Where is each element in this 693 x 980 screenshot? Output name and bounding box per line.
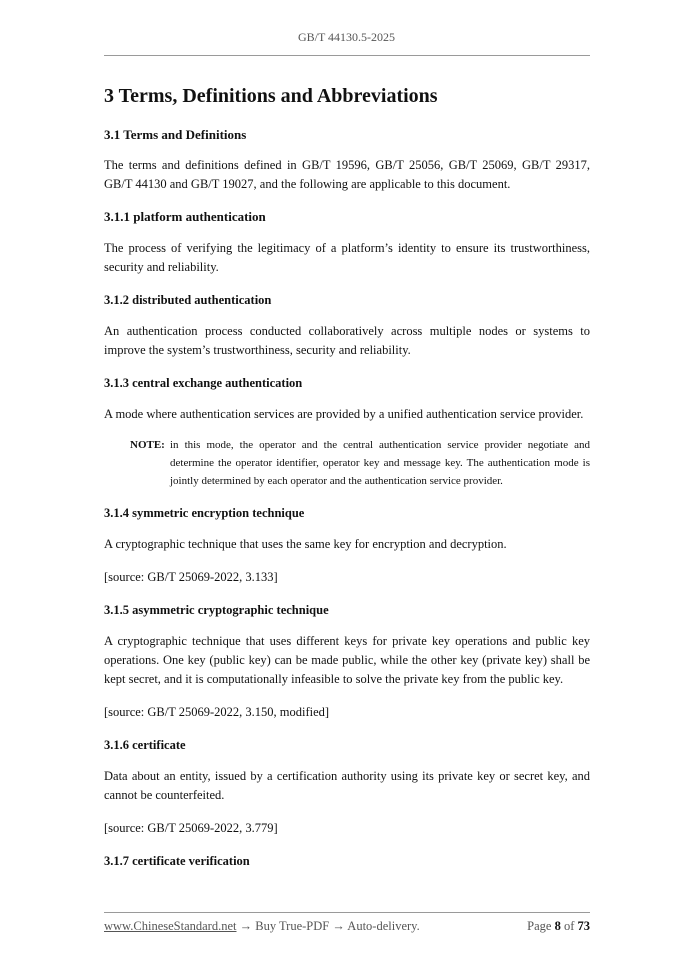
page-counter bbox=[527, 919, 590, 934]
section-intro: The terms and definitions defined in GB/T 19596, GB/T 25056, GB/T 25069, GB/T 29317, GB/T 44130 and GB/T 19027, and the following are applicable to this document. bbox=[104, 158, 590, 191]
term-definition: A cryptographic technique that uses the same key for encryption and decryption. bbox=[104, 537, 507, 551]
term-title: 3.1.5 asymmetric cryptographic technique bbox=[104, 603, 329, 617]
term-title: 3.1.4 symmetric encryption technique bbox=[104, 506, 305, 520]
header-divider bbox=[104, 55, 590, 56]
term-definition: The process of verifying the legitimacy of a platform’s identity to ensure its trustworthiness, security and reliability. bbox=[104, 241, 590, 274]
term-title: 3.1.6 certificate bbox=[104, 738, 186, 752]
term-title: 3.1.1 platform authentication bbox=[104, 209, 266, 224]
term-source: [source: GB/T 25069-2022, 3.779] bbox=[104, 821, 278, 835]
footer-promo-text: → Buy True-PDF → Auto-delivery. bbox=[236, 919, 420, 933]
term-definition: A cryptographic technique that uses different keys for private key operations and public key operations. One key (public key) can be made public, while the other key (private key) shall be kept secret, and it is computationally infeasible to solve the private key from the public key. bbox=[104, 634, 590, 686]
term-definition: A mode where authentication services are provided by a unified authentication service provider. bbox=[104, 407, 584, 421]
note-label: NOTE: bbox=[130, 439, 165, 451]
note-text: in this mode, the operator and the central authentication service provider negotiate and determine the operator identifier, operator key and message key. The authentication mode is jointly determined by each operator and the authentication service provider. bbox=[170, 439, 590, 487]
section-title: 3.1 Terms and Definitions bbox=[104, 127, 247, 142]
running-header: GB/T 44130.5-2025 bbox=[297, 30, 396, 44]
page-content bbox=[104, 82, 590, 883]
page-total: 73 bbox=[577, 919, 590, 933]
term-title: 3.1.3 central exchange authentication bbox=[104, 376, 303, 390]
page-number: 8 bbox=[554, 919, 561, 933]
term-definition: An authentication process conducted collaboratively across multiple nodes or systems to improve the system’s trustworthiness, security and reliability. bbox=[104, 324, 590, 357]
footer-divider bbox=[104, 912, 590, 913]
term-title: 3.1.2 distributed authentication bbox=[104, 293, 272, 307]
chapter-title: 3 Terms, Definitions and Abbreviations bbox=[104, 85, 438, 107]
site-link[interactable]: www.ChineseStandard.net bbox=[104, 919, 237, 933]
page-of: of bbox=[560, 919, 578, 933]
page-footer bbox=[104, 919, 590, 934]
term-note bbox=[130, 436, 590, 490]
page-prefix: Page bbox=[527, 919, 555, 933]
footer-promo bbox=[104, 919, 420, 934]
term-source: [source: GB/T 25069-2022, 3.133] bbox=[104, 570, 278, 584]
term-definition: Data about an entity, issued by a certification authority using its private key or secret key, and cannot be counterfeited. bbox=[104, 769, 590, 802]
term-source: [source: GB/T 25069-2022, 3.150, modified] bbox=[104, 705, 330, 719]
term-title: 3.1.7 certificate verification bbox=[104, 854, 250, 868]
